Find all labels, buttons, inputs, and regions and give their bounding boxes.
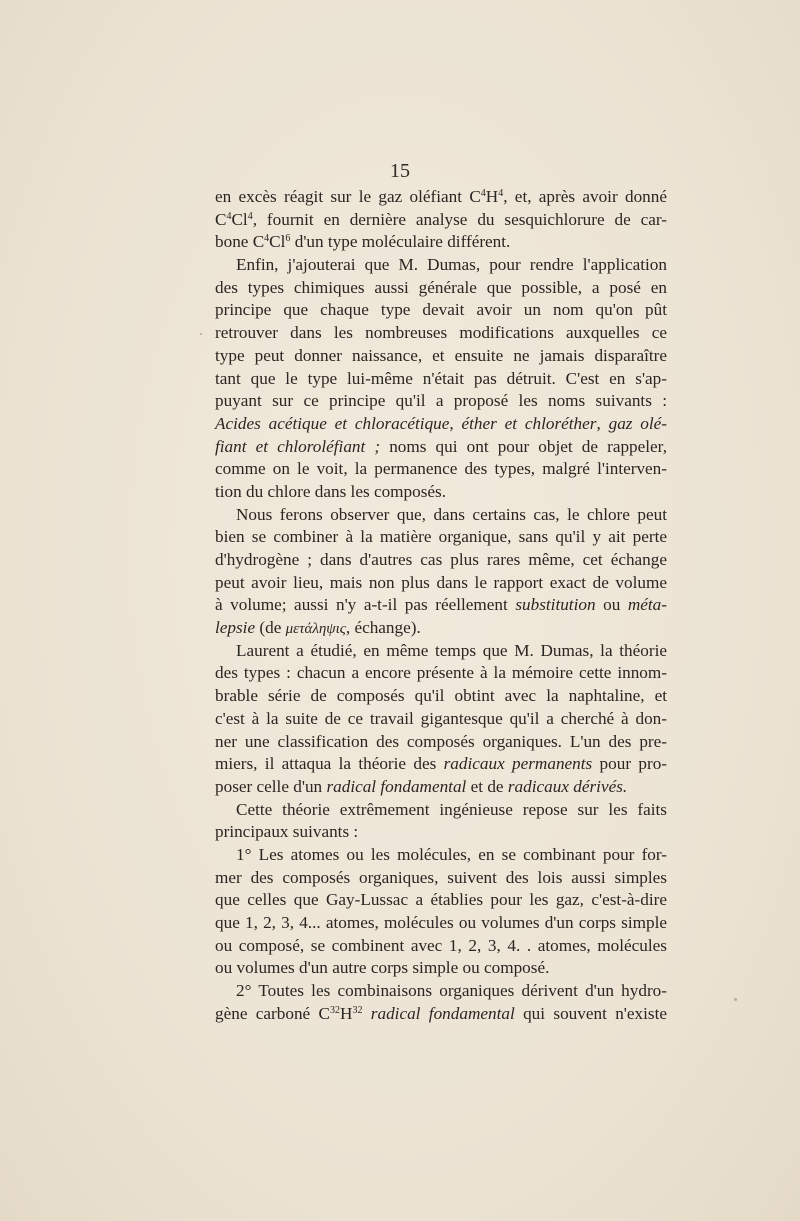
text-line <box>215 935 667 958</box>
italic-text: méta- <box>627 595 667 615</box>
text-run: gène carboné C <box>215 1003 331 1023</box>
text-line <box>215 231 667 254</box>
text-line <box>215 368 667 391</box>
text-line <box>215 390 667 413</box>
text-run: que 1, 2, 3, 4... atomes, molécules ou volumes d'un corps simple <box>215 913 667 932</box>
text-run: 1° Les atomes ou les molécules, en se combinant pour for- <box>236 844 667 864</box>
superscript: 4 <box>226 210 232 222</box>
text-run: type peut donner naissance, et ensuite ne jamais disparaître <box>215 345 667 365</box>
text-run: d'un type moléculaire différent. <box>290 232 511 252</box>
italic-text: Acides acétique et chloracétique <box>215 413 450 433</box>
text-line <box>215 1003 667 1026</box>
text-line <box>215 708 667 731</box>
text-run: , <box>449 413 462 433</box>
superscript: 4 <box>480 188 486 199</box>
text-run: miers, il attaqua la théorie des <box>215 754 444 774</box>
text-run: Nous ferons observer que, dans certains cas, le chlore peut <box>236 504 667 524</box>
text-run: pour pro- <box>592 754 668 774</box>
italic-text: radical fondamental <box>370 1003 515 1023</box>
text-run: , <box>596 413 609 433</box>
text-run: tion du chlore dans les composés. <box>215 481 447 501</box>
superscript: 4 <box>264 233 270 245</box>
text-run: ou <box>595 595 628 615</box>
text-run: retrouver dans les nombreuses modifications auxquelles ce <box>215 323 667 343</box>
superscript: 32 <box>330 1004 341 1016</box>
text-line <box>215 867 667 890</box>
italic-text: radical fondamental <box>326 776 467 796</box>
text-line <box>215 436 667 459</box>
text-run: que celles que Gay-Lussac a établies pour les gaz, c'est-à-dire <box>215 890 667 910</box>
text-run: Enfin, j'ajouterai que M. Dumas, pour rendre l'application <box>236 255 667 275</box>
text-line <box>215 504 667 527</box>
text-line <box>215 685 667 708</box>
text-run: bien se combiner à la matière organique, sans qu'il y ait perte <box>215 527 667 547</box>
text-run: Cl <box>269 232 286 252</box>
text-line <box>215 481 667 504</box>
text-run: principe que chaque type devait avoir un nom qu'on pût <box>215 300 667 320</box>
text-run: des types chimiques aussi générale que possible, a posé en <box>215 277 667 297</box>
text-line <box>215 209 667 232</box>
text-run: H <box>485 187 499 206</box>
text-line <box>215 322 667 345</box>
text-run: en excès réagit sur le gaz oléfiant C <box>215 187 481 206</box>
text-run: , fournit en dernière analyse du sesquichlorure de car- <box>252 209 667 229</box>
text-run: ner une classification des composés organiques. L'un des pre- <box>215 731 667 751</box>
text-run: Cl <box>231 209 248 229</box>
text-line <box>215 549 667 572</box>
text-run: , échange). <box>345 618 421 638</box>
text-run: des types : chacun a encore présente à la mémoire cette innom- <box>215 663 667 683</box>
text-line <box>215 413 667 436</box>
italic-text: gaz olé- <box>608 413 668 433</box>
italic-text: éther et chloréther <box>461 413 597 433</box>
text-run: Laurent a étudié, en même temps que M. Dumas, la théorie <box>236 640 667 660</box>
page-number: 15 <box>390 160 410 182</box>
text-run: tant que le type lui-même n'était pas détruit. C'est en s'ap- <box>215 368 667 388</box>
text-line <box>215 526 667 549</box>
text-run: peut avoir lieu, mais non plus dans le rapport exact de volume <box>215 572 667 592</box>
text-run: Cette théorie extrêmement ingénieuse repose sur les faits <box>236 799 667 819</box>
greek-text: μετάληψις <box>285 621 346 638</box>
text-line <box>215 957 667 980</box>
text-run: ou composé, se combinent avec 1, 2, 3, 4. . atomes, molécules <box>215 935 667 955</box>
text-run: C <box>215 209 227 229</box>
text-run: 2° Toutes les combinaisons organiques dérivent d'un hydro- <box>236 981 667 1001</box>
italic-text: substitution <box>515 595 596 615</box>
italic-text: lepsie <box>215 618 256 638</box>
paper-speck <box>200 333 202 335</box>
text-run <box>362 1004 370 1023</box>
text-run: , et, après avoir donné <box>503 187 667 206</box>
text-run: ou volumes d'un autre corps simple ou composé. <box>215 958 550 978</box>
text-run: c'est à la suite de ce travail gigantesque qu'il a cherché à don- <box>215 708 667 728</box>
text-run: (de <box>255 618 286 638</box>
text-line <box>215 731 667 754</box>
superscript: 32 <box>352 1004 363 1016</box>
paper-speck <box>734 998 737 1001</box>
text-run: à volume; aussi n'y a-t-il pas réellement <box>215 595 516 615</box>
text-line <box>215 980 667 1003</box>
italic-text: radicaux dérivés. <box>507 776 628 796</box>
italic-text: radicaux permanents <box>443 754 593 774</box>
superscript: 4 <box>498 188 504 199</box>
text-line <box>215 844 667 867</box>
text-line <box>215 277 667 300</box>
italic-text: fiant et chloroléfiant ; <box>215 436 381 456</box>
body-text <box>215 186 667 1025</box>
text-line <box>215 799 667 822</box>
text-run: brable série de composés qu'il obtint avec la naphtaline, et <box>215 686 667 706</box>
text-run: comme on le voit, la permanence des types, malgré l'interven- <box>215 459 667 479</box>
text-run: mer des composés organiques, suivent des lois aussi simples <box>215 867 667 887</box>
text-run: puyant sur ce principe qu'il a proposé les noms suivants : <box>215 391 667 411</box>
text-line <box>215 753 667 776</box>
text-line <box>215 345 667 368</box>
text-run: d'hydrogène ; dans d'autres cas plus rares même, cet échange <box>215 550 667 569</box>
text-line <box>215 617 667 640</box>
text-run: poser celle d'un <box>215 776 327 796</box>
text-line <box>215 458 667 481</box>
text-line <box>215 640 667 663</box>
text-line <box>215 662 667 685</box>
text-run: qui souvent n'existe <box>514 1003 667 1023</box>
text-run: noms qui ont pour objet de rappeler, <box>380 436 667 456</box>
text-line <box>215 821 667 844</box>
superscript: 6 <box>285 233 291 245</box>
text-line <box>215 254 667 277</box>
text-line <box>215 186 667 209</box>
text-line <box>215 299 667 322</box>
text-run: H <box>340 1003 353 1023</box>
superscript: 4 <box>247 210 253 222</box>
text-line <box>215 594 667 617</box>
text-line <box>215 889 667 912</box>
text-line <box>215 572 667 595</box>
text-line <box>215 912 667 935</box>
text-run: principaux suivants : <box>215 822 359 842</box>
text-run: bone C <box>215 232 265 252</box>
text-line <box>215 776 667 799</box>
text-run: et de <box>466 776 508 796</box>
